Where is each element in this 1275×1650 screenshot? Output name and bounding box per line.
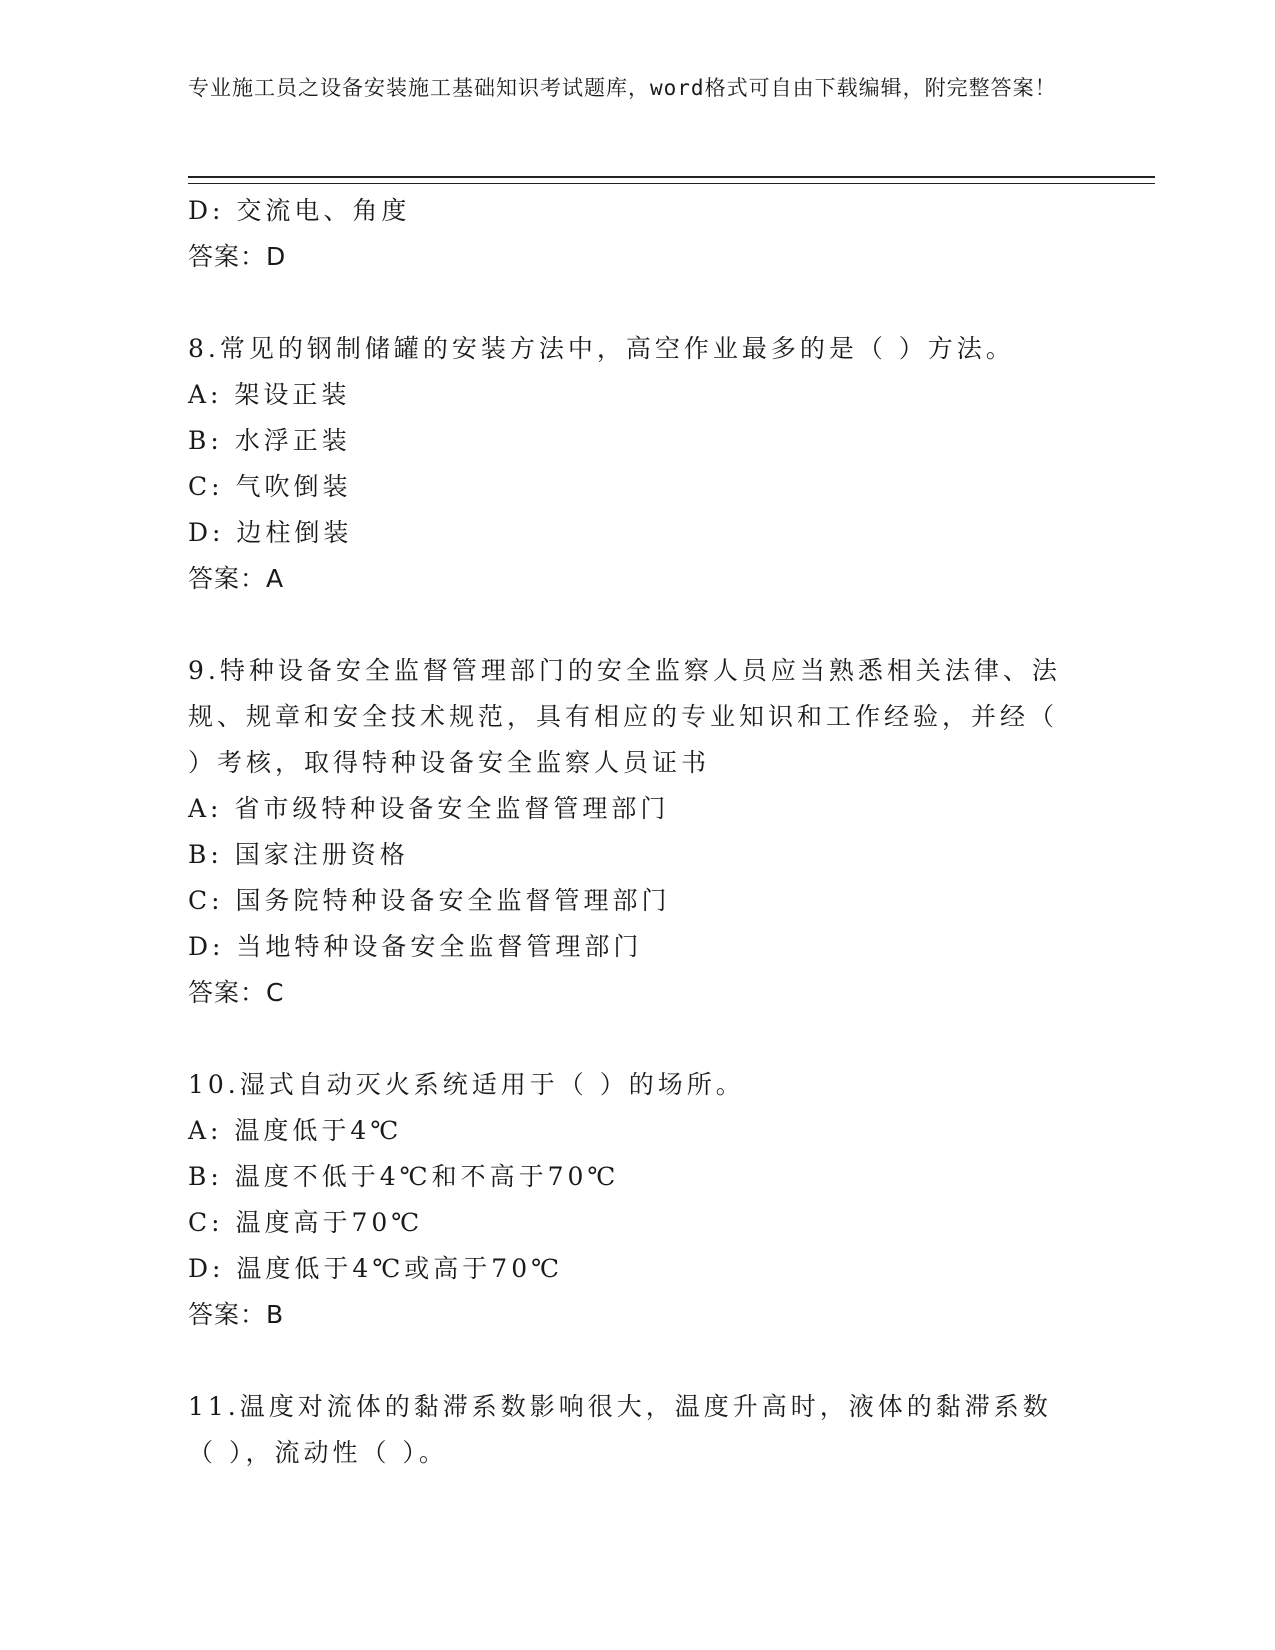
option-d: D: 交流电、角度 [188, 196, 411, 225]
option-c: C: 气吹倒装 [188, 472, 352, 501]
spacer [188, 280, 1108, 326]
option-b: B: 温度不低于4℃和不高于70℃ [188, 1162, 620, 1191]
answer-line: 答案：C [188, 978, 285, 1007]
spacer [188, 1338, 1108, 1384]
option-a: A: 省市级特种设备安全监督管理部门 [188, 794, 670, 823]
answer-line: 答案：A [188, 564, 285, 593]
option-d: D: 当地特种设备安全监督管理部门 [188, 932, 643, 961]
answer-line: 答案：D [188, 242, 287, 271]
spacer [188, 602, 1108, 648]
option-a: A: 架设正装 [188, 380, 351, 409]
document-header: 专业施工员之设备安装施工基础知识考试题库，word格式可自由下载编辑，附完整答案！ [188, 76, 1057, 100]
question-11 [188, 1384, 1108, 1476]
answer-line: 答案：B [188, 1300, 285, 1329]
option-b: B: 国家注册资格 [188, 840, 409, 869]
option-d: D: 边柱倒装 [188, 518, 353, 547]
option-c: C: 国务院特种设备安全监督管理部门 [188, 886, 671, 915]
question-8 [188, 326, 1108, 602]
question-9 [188, 648, 1108, 1016]
question-stem: 11.温度对流体的黏滞系数影响很大，温度升高时，液体的黏滞系数（ ），流动性（ ）。 [188, 1392, 1052, 1467]
header-divider-thick [188, 176, 1155, 178]
question-10 [188, 1062, 1108, 1338]
question-stem: 8.常见的钢制储罐的安装方法中，高空作业最多的是（ ）方法。 [188, 334, 1015, 363]
question-list [188, 188, 1108, 1476]
question-stem: 10.湿式自动灭火系统适用于（ ）的场所。 [188, 1070, 745, 1099]
option-b: B: 水浮正装 [188, 426, 351, 455]
header-divider-thin [188, 183, 1155, 184]
option-a: A: 温度低于4℃ [188, 1116, 403, 1145]
spacer [188, 1016, 1108, 1062]
question-stem: 9.特种设备安全监督管理部门的安全监察人员应当熟悉相关法律、法规、规章和安全技术规范，具有相应的专业知识和工作经验，并经（ ）考核，取得特种设备安全监察人员证书 [188, 656, 1061, 777]
option-c: C: 温度高于70℃ [188, 1208, 424, 1237]
option-d: D: 温度低于4℃或高于70℃ [188, 1254, 564, 1283]
